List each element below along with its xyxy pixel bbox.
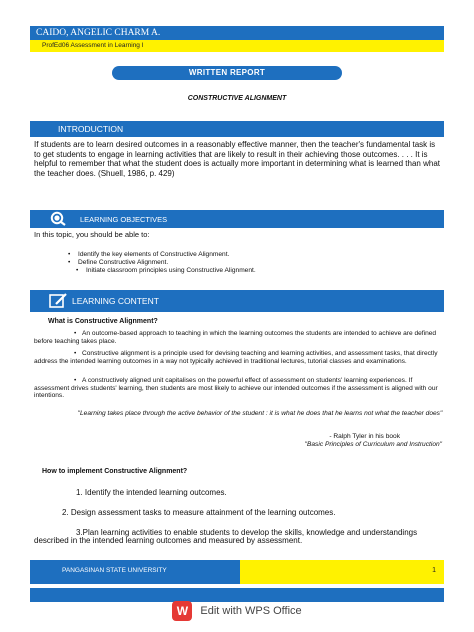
quote-attribution: - Ralph Tyler in his book xyxy=(329,433,400,440)
content-label: LEARNING CONTENT xyxy=(72,296,159,306)
objective-item: • Define Constructive Alignment. xyxy=(78,259,168,267)
introduction-text: If students are to learn desired outcomes in a reasonably effective manner, then the teacher's fundamental task is to get students to engage in learning activities that are likely to result in their achieving those outcomes. . . . It is helpful to remember that what the student does is actually more important in determining what is learned than what the teacher does. (Shuell, 1986, p. 429) xyxy=(34,140,440,178)
bullet-dot: • xyxy=(74,330,77,337)
quote-book-title: "Basic Principles of Curriculum and Instruction" xyxy=(304,441,442,448)
objectives-label: LEARNING OBJECTIVES xyxy=(80,215,168,224)
step-two: 2. Design assessment tasks to measure attainment of the learning outcomes. xyxy=(62,508,336,517)
footer-university: PANGASINAN STATE UNIVERSITY xyxy=(30,560,240,584)
page-number: 1 xyxy=(240,560,444,584)
step-one: 1. Identify the intended learning outcomes. xyxy=(76,488,227,497)
author-name-banner: CAIDO, ANGELIC CHARM A. xyxy=(30,26,444,40)
objectives-intro: In this topic, you should be able to: xyxy=(34,230,150,239)
document-title: WRITTEN REPORT xyxy=(112,66,342,80)
paragraph-assessment-text: A constructively aligned unit capitalises on the powerful effect of assessment on students' learning experiences. If assessment drives students' learning, then students are most likely to achieve our intended outcomes if the assessment is aligned with our intentions. xyxy=(34,377,438,400)
document-subtitle: CONSTRUCTIVE ALIGNMENT xyxy=(187,95,287,102)
paragraph-outcome-based-text: An outcome-based approach to teaching in which the learning outcomes the students are intended to achieve are defined before teaching takes place. xyxy=(34,330,437,345)
wps-edit-banner[interactable] xyxy=(0,600,474,622)
bullet-dot: • xyxy=(74,350,77,357)
edit-icon xyxy=(48,293,66,307)
content-header xyxy=(30,290,444,312)
paragraph-outcome-based xyxy=(34,330,444,345)
introduction-header xyxy=(30,121,444,137)
bullet-dot: • xyxy=(74,377,77,384)
course-banner: ProfEd06 Assessment in Learning I xyxy=(30,40,444,52)
objective-item: • Initiate classroom principles using Constructive Alignment. xyxy=(86,267,256,275)
question-how: How to implement Constructive Alignment? xyxy=(42,468,188,475)
magnifier-icon xyxy=(48,211,66,225)
paragraph-principle xyxy=(34,350,444,365)
tyler-quote: "Learning takes place through the active behavior of the student : it is what he does that he learns not what the teacher does" xyxy=(77,410,443,417)
paragraph-principle-text: Constructive alignment is a principle used for devising teaching and learning activities, and assessment tasks, that directly address the intended learning outcomes in a way not typically achieved in traditional lectures, tutorial classes and examinations. xyxy=(34,350,438,365)
wps-edit-label: Edit with WPS Office xyxy=(200,605,302,617)
objective-item: • Identify the key elements of Constructive Alignment. xyxy=(78,251,229,259)
step-three: 3.Plan learning activities to enable students to develop the skills, knowledge and understandings described in the intended learning outcomes and measured by assessment. xyxy=(34,528,418,545)
introduction-label: INTRODUCTION xyxy=(58,124,124,134)
question-what: What is Constructive Alignment? xyxy=(48,318,158,325)
objectives-header xyxy=(30,210,444,228)
wps-logo-icon xyxy=(172,601,192,621)
paragraph-assessment xyxy=(34,377,444,400)
